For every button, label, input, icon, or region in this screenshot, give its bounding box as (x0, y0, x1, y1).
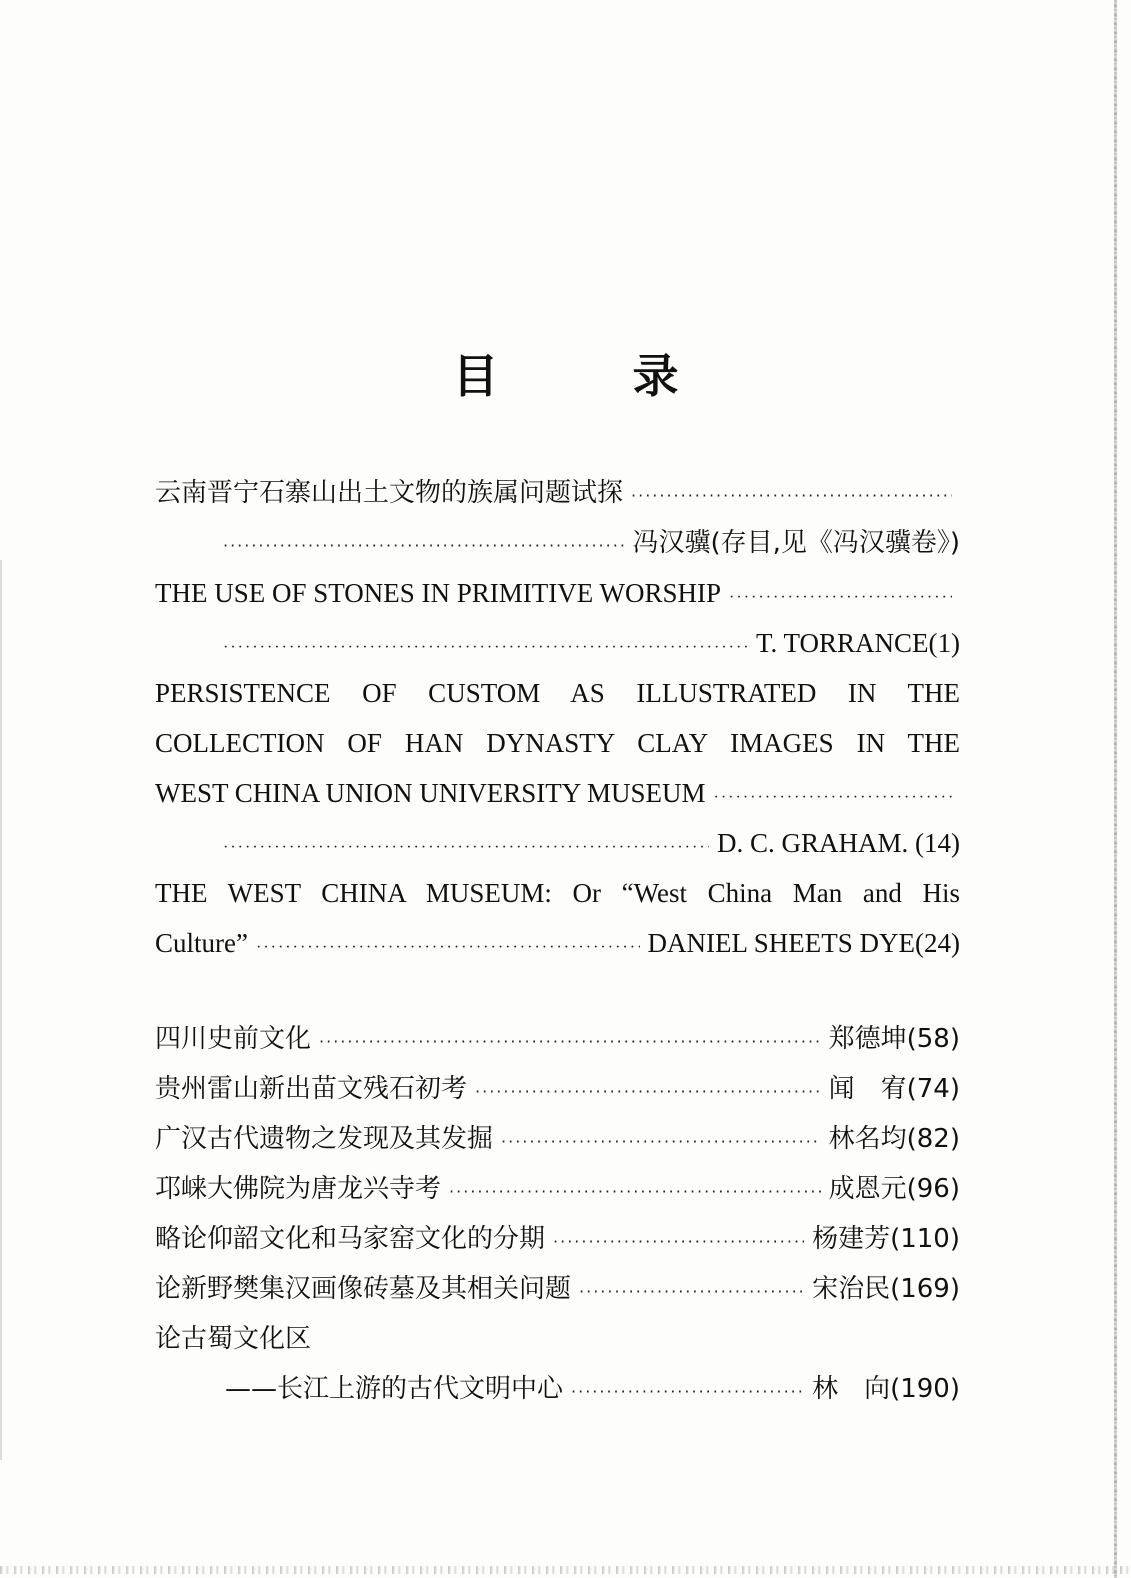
toc-entry-author-line (155, 818, 960, 868)
toc-entry-title-line (155, 768, 960, 818)
section-gap (155, 968, 960, 1014)
entry-title: 云南晋宁石寨山出土文物的族属问题试探 (155, 478, 624, 508)
entry-title: 略论仰韶文化和马家窑文化的分期 (155, 1224, 546, 1254)
entry-subtitle: ——长江上游的古代文明中心 (225, 1374, 564, 1404)
leader-dots (729, 573, 952, 623)
entry-title: 贵州雷山新出苗文残石初考 (155, 1074, 468, 1104)
toc-entry (155, 1164, 960, 1214)
entry-author: 林名均(82) (828, 1124, 960, 1154)
toc-entry-author-line (155, 618, 960, 668)
entry-title: 论古蜀文化区 (155, 1324, 312, 1354)
toc-entry-subtitle-line (155, 1364, 960, 1414)
leader-dots (631, 471, 952, 521)
entry-title: THE USE OF STONES IN PRIMITIVE WORSHIP (155, 578, 722, 608)
toc-entry-title-line (155, 718, 960, 768)
table-of-contents (155, 468, 960, 1414)
entry-title: 广汉古代遗物之发现及其发掘 (155, 1124, 494, 1154)
entry-author: 冯汉骥(存目,见《冯汉骥卷》) (632, 528, 960, 558)
toc-entry (155, 1114, 960, 1164)
entry-title: PERSISTENCE OF CUSTOM AS ILLUSTRATED IN THE (155, 678, 960, 708)
leader-dots (256, 923, 640, 973)
toc-entry-author-line (155, 918, 960, 968)
leader-dots (579, 1267, 804, 1317)
entry-title: THE WEST CHINA MUSEUM: Or “West China Man and His (155, 878, 960, 908)
entry-author: D. C. GRAHAM. (14) (717, 828, 960, 858)
leader-dots (223, 823, 709, 873)
scan-edge-bottom (0, 1566, 1131, 1574)
leader-dots (571, 1367, 804, 1417)
entry-author: 杨建芳(110) (812, 1224, 960, 1254)
toc-entry-author-line (155, 518, 960, 568)
leader-dots (223, 521, 624, 571)
entry-author: 林 向(190) (812, 1374, 960, 1404)
scan-edge-right (1114, 0, 1117, 1578)
leader-dots (553, 1217, 804, 1267)
toc-entry (155, 1214, 960, 1264)
entry-title: WEST CHINA UNION UNIVERSITY MUSEUM (155, 778, 706, 808)
page-title: 目 录 (452, 349, 723, 403)
leader-dots (449, 1167, 821, 1217)
leader-dots (475, 1067, 821, 1117)
toc-entry-title (155, 468, 960, 518)
entry-author: DANIEL SHEETS DYE(24) (647, 928, 960, 958)
leader-dots (501, 1117, 821, 1167)
toc-entry-title (155, 568, 960, 618)
leader-dots (223, 623, 748, 673)
toc-entry-title-line (155, 668, 960, 718)
entry-title: 论新野樊集汉画像砖墓及其相关问题 (155, 1274, 572, 1304)
toc-entry (155, 1014, 960, 1064)
toc-entry-title (155, 1314, 960, 1364)
entry-title: COLLECTION OF HAN DYNASTY CLAY IMAGES IN THE (155, 728, 960, 758)
toc-entry (155, 1264, 960, 1314)
entry-title: 邛崃大佛院为唐龙兴寺考 (155, 1174, 442, 1204)
entry-author: T. TORRANCE(1) (755, 628, 960, 658)
toc-entry (155, 1064, 960, 1114)
leader-dots (714, 773, 953, 823)
scan-edge-left (0, 560, 2, 1460)
leader-dots (319, 1017, 821, 1067)
entry-author: 成恩元(96) (828, 1174, 960, 1204)
entry-author: 闻 宥(74) (828, 1074, 960, 1104)
toc-entry-title-line (155, 868, 960, 918)
entry-author: 郑德坤(58) (828, 1024, 960, 1054)
entry-title: 四川史前文化 (155, 1024, 312, 1054)
entry-title: Culture” (155, 928, 248, 958)
entry-author: 宋治民(169) (812, 1274, 960, 1304)
